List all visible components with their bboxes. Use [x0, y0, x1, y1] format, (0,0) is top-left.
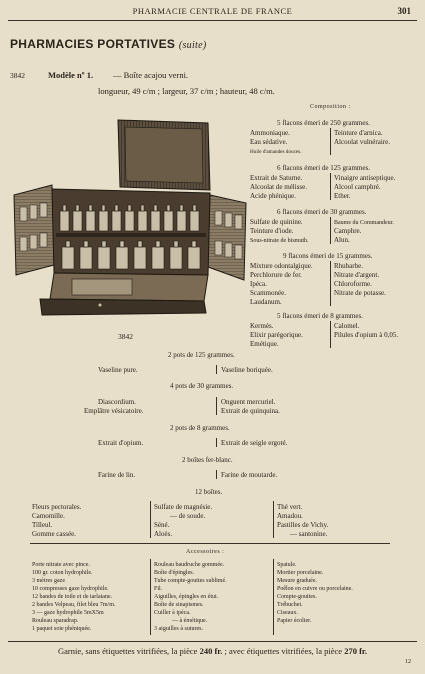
- group-right-item: Pilules d'opium à 0,05.: [334, 331, 399, 339]
- column-divider: [330, 261, 331, 306]
- pots-right-item: Extrait de seigle ergoté.: [221, 439, 288, 447]
- pots-heading: 2 pots de 8 grammes.: [170, 424, 230, 432]
- boites-heading: 12 boîtes.: [195, 488, 223, 496]
- group-left-item: Teinture d'iode.: [250, 227, 294, 235]
- group-left-item: Scammonée.: [250, 289, 286, 297]
- accessoire-item: Porte nitrate avec pince.: [32, 562, 90, 568]
- group-right-item: Teinture d'arnica.: [334, 129, 383, 137]
- accessoire-item: Boîte de sinapismes.: [154, 602, 204, 608]
- group-right-item: Nitrate de potasse.: [334, 289, 386, 297]
- accessoire-item: 12 bandes de toile et de tarlatane.: [32, 594, 113, 600]
- section-title-note: (suite): [178, 40, 207, 51]
- running-title: PHARMACIE CENTRALE DE FRANCE: [132, 6, 293, 16]
- price-without-labels: 240 fr.: [199, 646, 223, 656]
- boites-item: Sulfate de magnésie.: [154, 503, 213, 511]
- group-right-item: Chloroforme.: [334, 280, 372, 288]
- accessoire-item: 3 mètres gaze: [32, 578, 65, 584]
- column-divider: [150, 559, 151, 635]
- accessoire-item: 1 paquet soie phéniquée.: [32, 626, 92, 632]
- boites-item: Pastilles de Vichy.: [277, 521, 329, 529]
- accessoire-item: Mesure graduée.: [277, 578, 317, 584]
- composition-label: Composition :: [310, 104, 351, 110]
- group-left-item: Eau sédative.: [250, 138, 288, 146]
- group-left-item: Alcoolat de mélisse.: [250, 183, 307, 191]
- group-left-item: Kermès.: [250, 322, 274, 330]
- boites-item: Gomme cassée.: [32, 530, 76, 538]
- group-right-item: Alcoolat vulnéraire.: [334, 138, 390, 146]
- price-label: Garnie, sans étiquettes vitrifiées, la pièce: [57, 646, 198, 656]
- group-heading: 5 flacons émeri de 8 grammes.: [277, 312, 363, 320]
- accessoire-item: Poêlon en cuivre ou porcelaine.: [277, 586, 353, 592]
- group-left-item: Sulfate de quinine.: [250, 218, 303, 226]
- column-divider: [216, 470, 217, 479]
- running-header: [0, 6, 425, 20]
- group-left-item: Sous-nitrate de bismuth.: [250, 238, 309, 244]
- model-number: 3842: [10, 71, 25, 80]
- group-right-item: Vinaigre antiseptique.: [334, 174, 396, 182]
- pots-heading: 2 boîtes fer-blanc.: [182, 456, 233, 464]
- accessoire-item: 2 bandes Velpeau, filet bleu 7m/m.: [32, 602, 116, 608]
- group-left-item: Laudanum.: [250, 298, 282, 306]
- header-rule: [8, 20, 417, 21]
- figure-caption: 3842: [118, 332, 133, 341]
- printer-signature: 12: [405, 659, 411, 665]
- pots-left-item: Extrait d'opium.: [98, 439, 144, 447]
- group-left-item: Extrait de Saturne.: [250, 174, 303, 182]
- column-divider: [216, 438, 217, 447]
- accessoire-item: 100 gr. coton hydrophile.: [32, 570, 93, 576]
- group-left-item: Acide phénique.: [250, 192, 296, 200]
- pots-left-item: Diascordium.: [98, 398, 136, 406]
- column-divider: [273, 501, 274, 538]
- group-left-item: Mixture odontalgique.: [250, 262, 313, 270]
- accessoire-item: Aiguilles, épingles en étui.: [154, 594, 219, 600]
- accessoire-item: Fil.: [154, 586, 163, 592]
- pots-right-item: Onguent mercuriel.: [221, 398, 276, 406]
- boites-item: Fleurs pectorales.: [32, 503, 82, 511]
- group-right-item: Nitrate d'argent.: [334, 271, 380, 279]
- accessoire-item: — à émétique.: [172, 618, 208, 624]
- model-name: Modèle nº 1.: [48, 70, 94, 80]
- group-left-item: Ammoniaque.: [250, 129, 290, 137]
- column-divider: [330, 173, 331, 200]
- group-right-item: Alcool camphré.: [334, 183, 381, 191]
- column-divider: [216, 365, 217, 374]
- group-left-item: Perchlorure de fer.: [250, 271, 302, 279]
- group-right-item: Ether.: [334, 192, 351, 200]
- accessoire-item: Spatule.: [277, 562, 297, 568]
- pots-left-item: Vaseline pure.: [98, 366, 138, 374]
- pots-right-item: Extrait de quinquina.: [221, 407, 280, 415]
- boites-item: Thé vert.: [277, 503, 303, 511]
- group-right-item: Alun.: [334, 236, 350, 244]
- group-left-item: Huile d'amandes douces.: [250, 149, 302, 155]
- group-right-item: Camphre.: [334, 227, 362, 235]
- column-divider: [216, 397, 217, 415]
- boites-item: — de soude.: [170, 512, 206, 520]
- pots-right-item: Vaseline boriquée.: [221, 366, 273, 374]
- pots-heading: 4 pots de 30 grammes.: [170, 382, 234, 390]
- column-divider: [330, 128, 331, 155]
- accessoire-item: Boîte d'épingles.: [154, 570, 195, 576]
- accessoire-item: Papier écolier.: [277, 618, 312, 624]
- group-left-item: Ipéca.: [250, 280, 267, 288]
- accessoire-item: Rouleau sparadrap.: [32, 618, 79, 624]
- group-right-item: Rhubarbe.: [334, 262, 363, 270]
- accessoires-heading: Accessoires :: [186, 549, 225, 555]
- accessoire-item: Compte-gouttes.: [277, 594, 317, 600]
- group-heading: 5 flacons émeri de 250 grammes.: [277, 119, 370, 127]
- accessoire-item: Mortier porcelaine.: [277, 570, 324, 576]
- accessoire-item: Ciseaux.: [277, 610, 298, 616]
- accessoire-item: 10 compresses gaze hydrophile.: [32, 586, 109, 592]
- boites-item: — santonine.: [290, 530, 328, 538]
- group-left-item: Elixir parégorique.: [250, 331, 303, 339]
- price-with-labels: 270 fr.: [344, 646, 368, 656]
- boites-item: Amadou.: [277, 512, 303, 520]
- accessoire-item: Cuiller à ipéca.: [154, 610, 191, 616]
- pots-left-item: Emplâtre vésicatoire.: [84, 407, 144, 415]
- pots-heading: 2 pots de 125 grammes.: [168, 351, 235, 359]
- group-right-item: Baume du Commandeur.: [334, 220, 394, 226]
- accessoire-item: Trébuchet.: [277, 602, 303, 608]
- pharmacy-case-illustration: [10, 115, 248, 328]
- group-heading: 6 flacons émeri de 30 grammes.: [277, 208, 367, 216]
- section-rule: [30, 543, 390, 544]
- column-divider: [330, 217, 331, 244]
- section-title: [10, 37, 207, 51]
- pots-right-item: Farine de moutarde.: [221, 471, 278, 479]
- group-heading: 6 flacons émeri de 125 grammes.: [277, 164, 370, 172]
- price-separator: ; avec étiquettes vitrifiées, la pièce: [224, 646, 343, 656]
- group-left-item: Emétique.: [250, 340, 279, 348]
- boites-item: Camomille.: [32, 512, 65, 520]
- accessoire-item: 3 aiguilles à sutures.: [154, 626, 203, 632]
- price-line: [8, 646, 417, 656]
- page-number: 301: [397, 6, 411, 16]
- section-title-text: PHARMACIES PORTATIVES: [10, 37, 176, 51]
- column-divider: [330, 321, 331, 348]
- model-dimensions: longueur, 49 c/m ; largeur, 37 c/m ; hauteur, 48 c/m.: [98, 86, 275, 96]
- boites-item: Tilleul.: [32, 521, 53, 529]
- column-divider: [273, 559, 274, 635]
- accessoire-item: 3 — gaze hydrophile 5mX5m: [32, 610, 104, 616]
- pots-left-item: Farine de lin.: [98, 471, 136, 479]
- boites-item: Séné.: [154, 521, 170, 529]
- model-description: — Boîte acajou verni.: [113, 70, 189, 80]
- footer-rule: [8, 641, 417, 642]
- group-heading: 9 flacons émeri de 15 grammes.: [283, 252, 373, 260]
- accessoire-item: Tube compte-gouttes sublimé.: [154, 578, 227, 584]
- group-right-item: Calomel.: [334, 322, 360, 330]
- column-divider: [150, 501, 151, 538]
- accessoire-item: Rouleau baudruche gommée.: [154, 562, 225, 568]
- boites-item: Aloès.: [154, 530, 173, 538]
